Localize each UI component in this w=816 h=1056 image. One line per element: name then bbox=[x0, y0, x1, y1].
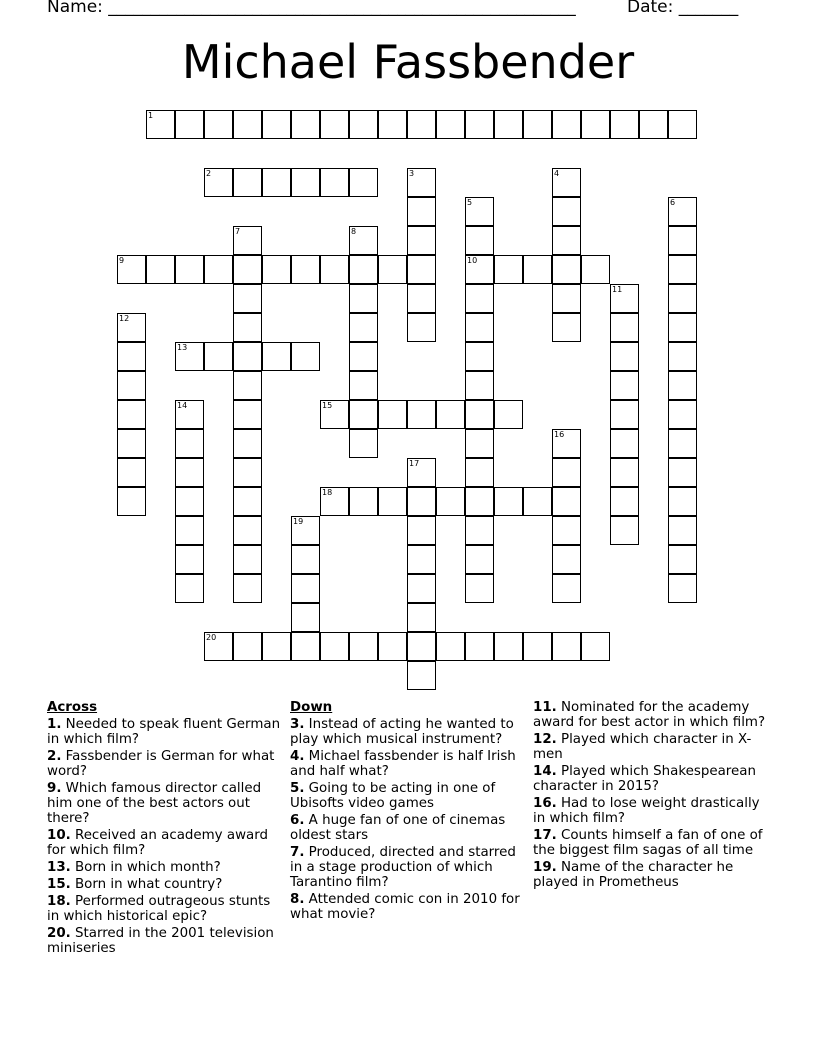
clue-number: 20 bbox=[206, 633, 217, 642]
grid-cell[interactable] bbox=[146, 255, 175, 284]
grid-cell[interactable] bbox=[262, 110, 291, 139]
grid-cell[interactable] bbox=[117, 429, 146, 458]
grid-cell[interactable] bbox=[610, 458, 639, 487]
grid-cell[interactable] bbox=[552, 545, 581, 574]
grid-cell[interactable] bbox=[668, 400, 697, 429]
grid-cell[interactable] bbox=[465, 371, 494, 400]
clue-number: 5 bbox=[467, 198, 473, 207]
grid-cell[interactable] bbox=[668, 226, 697, 255]
grid-cell[interactable] bbox=[668, 458, 697, 487]
clue-number: 8 bbox=[351, 227, 357, 236]
grid-cell[interactable] bbox=[320, 487, 349, 516]
grid-cell[interactable] bbox=[407, 110, 436, 139]
grid-cell[interactable] bbox=[465, 516, 494, 545]
grid-cell[interactable] bbox=[117, 487, 146, 516]
grid-cell[interactable] bbox=[407, 545, 436, 574]
grid-cell[interactable] bbox=[233, 255, 262, 284]
clue-item-number: 6. bbox=[290, 813, 305, 828]
grid-cell[interactable] bbox=[610, 284, 639, 313]
grid-cell[interactable] bbox=[233, 371, 262, 400]
grid-cell[interactable] bbox=[320, 632, 349, 661]
grid-cell[interactable] bbox=[320, 168, 349, 197]
grid-cell[interactable] bbox=[407, 516, 436, 545]
grid-cell[interactable] bbox=[117, 400, 146, 429]
grid-cell[interactable] bbox=[552, 429, 581, 458]
grid-cell[interactable] bbox=[465, 284, 494, 313]
grid-cell[interactable] bbox=[175, 545, 204, 574]
clue-item-number: 17. bbox=[533, 828, 557, 843]
grid-cell[interactable] bbox=[610, 400, 639, 429]
grid-cell[interactable] bbox=[407, 400, 436, 429]
clue-item-number: 1. bbox=[47, 717, 62, 732]
grid-cell[interactable] bbox=[407, 313, 436, 342]
across-clues bbox=[47, 700, 282, 958]
clue-item bbox=[47, 781, 282, 826]
grid-cell[interactable] bbox=[552, 516, 581, 545]
grid-cell[interactable] bbox=[320, 400, 349, 429]
grid-cell[interactable] bbox=[668, 371, 697, 400]
header bbox=[0, 0, 816, 20]
grid-cell[interactable] bbox=[494, 400, 523, 429]
clue-number: 6 bbox=[670, 198, 676, 207]
clue-item-number: 8. bbox=[290, 892, 305, 907]
grid-cell[interactable] bbox=[581, 255, 610, 284]
grid-cell[interactable] bbox=[465, 545, 494, 574]
down-heading: Down bbox=[290, 700, 333, 715]
grid-cell[interactable] bbox=[494, 110, 523, 139]
clue-number: 19 bbox=[293, 517, 304, 526]
grid-cell[interactable] bbox=[523, 110, 552, 139]
grid-cell[interactable] bbox=[349, 342, 378, 371]
grid-cell[interactable] bbox=[407, 168, 436, 197]
grid-cell[interactable] bbox=[465, 313, 494, 342]
clue-number: 7 bbox=[235, 227, 241, 236]
grid-cell[interactable] bbox=[610, 371, 639, 400]
down-clue-list bbox=[290, 717, 528, 922]
clue-number: 17 bbox=[409, 459, 420, 468]
grid-cell[interactable] bbox=[349, 110, 378, 139]
grid-cell[interactable] bbox=[552, 574, 581, 603]
clue-item bbox=[290, 892, 528, 922]
clue-item bbox=[533, 764, 769, 794]
grid-cell[interactable] bbox=[668, 342, 697, 371]
grid-cell[interactable] bbox=[262, 342, 291, 371]
grid-cell[interactable] bbox=[349, 400, 378, 429]
clue-item bbox=[533, 732, 769, 762]
clue-item-text: Going to be acting in one of Ubisofts video games bbox=[290, 781, 496, 811]
grid-cell[interactable] bbox=[552, 632, 581, 661]
grid-cell[interactable] bbox=[262, 255, 291, 284]
clue-item bbox=[533, 828, 769, 858]
grid-cell[interactable] bbox=[465, 110, 494, 139]
grid-cell[interactable] bbox=[117, 313, 146, 342]
grid-cell[interactable] bbox=[407, 458, 436, 487]
grid-cell[interactable] bbox=[407, 603, 436, 632]
grid-cell[interactable] bbox=[262, 632, 291, 661]
clue-item bbox=[47, 717, 282, 747]
clue-number: 2 bbox=[206, 169, 212, 178]
grid-cell[interactable] bbox=[175, 342, 204, 371]
clue-item bbox=[47, 894, 282, 924]
grid-cell[interactable] bbox=[233, 313, 262, 342]
grid-cell[interactable] bbox=[494, 632, 523, 661]
grid-cell[interactable] bbox=[117, 255, 146, 284]
grid-cell[interactable] bbox=[407, 487, 436, 516]
clue-number: 9 bbox=[119, 256, 125, 265]
grid-cell[interactable] bbox=[117, 342, 146, 371]
grid-cell[interactable] bbox=[668, 545, 697, 574]
clue-item-text: Produced, directed and starred in a stage production of which Tarantino film? bbox=[290, 845, 516, 890]
grid-cell[interactable] bbox=[494, 487, 523, 516]
grid-cell[interactable] bbox=[465, 342, 494, 371]
grid-cell[interactable] bbox=[349, 255, 378, 284]
clue-item-text: Counts himself a fan of one of the biggest film sagas of all time bbox=[533, 828, 763, 858]
clue-item bbox=[290, 781, 528, 811]
grid-cell[interactable] bbox=[610, 313, 639, 342]
clue-item-text: Born in what country? bbox=[70, 877, 223, 892]
grid-cell[interactable] bbox=[436, 110, 465, 139]
grid-cell[interactable] bbox=[436, 632, 465, 661]
date-field-label[interactable]: Date: _______ bbox=[627, 0, 739, 17]
grid-cell[interactable] bbox=[291, 168, 320, 197]
grid-cell[interactable] bbox=[552, 487, 581, 516]
clue-item-number: 5. bbox=[290, 781, 305, 796]
across-clue-list bbox=[47, 717, 282, 956]
grid-cell[interactable] bbox=[175, 516, 204, 545]
clue-item-text: Performed outrageous stunts in which historical epic? bbox=[47, 894, 271, 924]
grid-cell[interactable] bbox=[668, 255, 697, 284]
grid-cell[interactable] bbox=[407, 255, 436, 284]
clue-item-number: 12. bbox=[533, 732, 557, 747]
grid-cell[interactable] bbox=[291, 516, 320, 545]
clue-item-number: 2. bbox=[47, 749, 62, 764]
grid-cell[interactable] bbox=[465, 574, 494, 603]
grid-cell[interactable] bbox=[668, 284, 697, 313]
down-clues-continued bbox=[533, 700, 769, 892]
grid-cell[interactable] bbox=[465, 429, 494, 458]
grid-cell[interactable] bbox=[436, 487, 465, 516]
clue-item-text: Fassbender is German for what word? bbox=[47, 749, 275, 779]
clue-item-number: 20. bbox=[47, 926, 71, 941]
grid-cell[interactable] bbox=[668, 197, 697, 226]
clue-number: 1 bbox=[148, 111, 154, 120]
grid-cell[interactable] bbox=[465, 487, 494, 516]
grid-cell[interactable] bbox=[407, 226, 436, 255]
clue-number: 13 bbox=[177, 343, 188, 352]
grid-cell[interactable] bbox=[378, 632, 407, 661]
grid-cell[interactable] bbox=[233, 168, 262, 197]
clue-item bbox=[47, 877, 282, 892]
grid-cell[interactable] bbox=[552, 226, 581, 255]
grid-cell[interactable] bbox=[523, 255, 552, 284]
grid-cell[interactable] bbox=[610, 110, 639, 139]
grid-cell[interactable] bbox=[465, 197, 494, 226]
grid-cell[interactable] bbox=[552, 313, 581, 342]
grid-cell[interactable] bbox=[668, 574, 697, 603]
grid-cell[interactable] bbox=[378, 255, 407, 284]
grid-cell[interactable] bbox=[175, 574, 204, 603]
grid-cell[interactable] bbox=[552, 255, 581, 284]
grid-cell[interactable] bbox=[581, 632, 610, 661]
grid-cell[interactable] bbox=[233, 545, 262, 574]
grid-cell[interactable] bbox=[436, 400, 465, 429]
clue-item-number: 4. bbox=[290, 749, 305, 764]
grid-cell[interactable] bbox=[233, 429, 262, 458]
grid-cell[interactable] bbox=[610, 516, 639, 545]
grid-cell[interactable] bbox=[349, 487, 378, 516]
grid-cell[interactable] bbox=[349, 284, 378, 313]
clue-item bbox=[47, 749, 282, 779]
clue-item-text: Name of the character he played in Prometheus bbox=[533, 860, 734, 890]
grid-cell[interactable] bbox=[233, 342, 262, 371]
grid-cell[interactable] bbox=[581, 110, 610, 139]
grid-cell[interactable] bbox=[494, 255, 523, 284]
grid-cell[interactable] bbox=[552, 168, 581, 197]
clue-item-text: Starred in the 2001 television miniseries bbox=[47, 926, 274, 956]
grid-cell[interactable] bbox=[610, 429, 639, 458]
clue-item bbox=[47, 926, 282, 956]
grid-cell[interactable] bbox=[262, 168, 291, 197]
clue-item-text: Michael fassbender is half Irish and half what? bbox=[290, 749, 516, 779]
clue-number: 10 bbox=[467, 256, 478, 265]
clue-item bbox=[533, 796, 769, 826]
clue-item-text: A huge fan of one of cinemas oldest stars bbox=[290, 813, 506, 843]
grid-cell[interactable] bbox=[407, 632, 436, 661]
clue-item-text: Born in which month? bbox=[70, 860, 221, 875]
grid-cell[interactable] bbox=[291, 545, 320, 574]
clue-item-text: Needed to speak fluent German in which film? bbox=[47, 717, 281, 747]
grid-cell[interactable] bbox=[175, 255, 204, 284]
grid-cell[interactable] bbox=[407, 661, 436, 690]
grid-cell[interactable] bbox=[523, 632, 552, 661]
clue-item-text: Played which Shakespearean character in 2015? bbox=[533, 764, 756, 794]
clue-item bbox=[290, 749, 528, 779]
grid-cell[interactable] bbox=[117, 458, 146, 487]
grid-cell[interactable] bbox=[233, 110, 262, 139]
page-title: Michael Fassbender bbox=[181, 35, 635, 89]
grid-cell[interactable] bbox=[668, 313, 697, 342]
grid-cell[interactable] bbox=[349, 313, 378, 342]
grid-cell[interactable] bbox=[668, 110, 697, 139]
grid-cell[interactable] bbox=[175, 429, 204, 458]
grid-cell[interactable] bbox=[349, 632, 378, 661]
grid-cell[interactable] bbox=[233, 632, 262, 661]
clue-item-text: Attended comic con in 2010 for what movie? bbox=[290, 892, 520, 922]
grid-cell[interactable] bbox=[668, 516, 697, 545]
grid-cell[interactable] bbox=[233, 284, 262, 313]
clue-item-number: 19. bbox=[533, 860, 557, 875]
grid-cell[interactable] bbox=[610, 342, 639, 371]
grid-cell[interactable] bbox=[146, 110, 175, 139]
grid-cell[interactable] bbox=[291, 110, 320, 139]
grid-cell[interactable] bbox=[320, 110, 349, 139]
clue-number: 15 bbox=[322, 401, 333, 410]
clue-item-number: 15. bbox=[47, 877, 71, 892]
grid-cell[interactable] bbox=[233, 458, 262, 487]
clue-number: 16 bbox=[554, 430, 565, 439]
grid-cell[interactable] bbox=[465, 226, 494, 255]
clue-number: 3 bbox=[409, 169, 415, 178]
clue-item-number: 18. bbox=[47, 894, 71, 909]
grid-cell[interactable] bbox=[175, 487, 204, 516]
grid-cell[interactable] bbox=[233, 487, 262, 516]
grid-cell[interactable] bbox=[378, 487, 407, 516]
clue-item-text: Played which character in X-men bbox=[533, 732, 752, 762]
grid-cell[interactable] bbox=[407, 574, 436, 603]
clue-number: 12 bbox=[119, 314, 130, 323]
grid-cell[interactable] bbox=[349, 371, 378, 400]
grid-cell[interactable] bbox=[349, 429, 378, 458]
grid-cell[interactable] bbox=[233, 226, 262, 255]
grid-cell[interactable] bbox=[291, 632, 320, 661]
clue-item-text: Received an academy award for which film? bbox=[47, 828, 268, 858]
grid-cell[interactable] bbox=[117, 371, 146, 400]
clue-item-number: 7. bbox=[290, 845, 305, 860]
grid-cell[interactable] bbox=[552, 110, 581, 139]
grid-cell[interactable] bbox=[291, 342, 320, 371]
clue-number: 14 bbox=[177, 401, 188, 410]
down-clues bbox=[290, 700, 528, 924]
clue-number: 4 bbox=[554, 169, 560, 178]
grid-cell[interactable] bbox=[378, 110, 407, 139]
clue-item-number: 13. bbox=[47, 860, 71, 875]
grid-cell[interactable] bbox=[552, 284, 581, 313]
clue-item bbox=[290, 717, 528, 747]
grid-cell[interactable] bbox=[407, 284, 436, 313]
name-field-label[interactable]: Name: _______________________________________________________ bbox=[47, 0, 576, 17]
clue-item bbox=[290, 845, 528, 890]
clue-item-number: 10. bbox=[47, 828, 71, 843]
grid-cell[interactable] bbox=[291, 255, 320, 284]
clue-item-text: Nominated for the academy award for best actor in which film? bbox=[533, 700, 766, 730]
grid-cell[interactable] bbox=[465, 400, 494, 429]
grid-cell[interactable] bbox=[639, 110, 668, 139]
clue-item-number: 16. bbox=[533, 796, 557, 811]
grid-cell[interactable] bbox=[204, 632, 233, 661]
grid-cell[interactable] bbox=[175, 110, 204, 139]
clue-number: 11 bbox=[612, 285, 623, 294]
grid-cell[interactable] bbox=[291, 603, 320, 632]
grid-cell[interactable] bbox=[320, 255, 349, 284]
clue-item-text: Instead of acting he wanted to play which musical instrument? bbox=[290, 717, 514, 747]
clue-number: 18 bbox=[322, 488, 333, 497]
clue-item-number: 11. bbox=[533, 700, 557, 715]
clue-item bbox=[47, 828, 282, 858]
grid-cell[interactable] bbox=[204, 255, 233, 284]
grid-cell[interactable] bbox=[233, 400, 262, 429]
clue-item-number: 9. bbox=[47, 781, 62, 796]
grid-cell[interactable] bbox=[233, 574, 262, 603]
clue-item-text: Had to lose weight drastically in which film? bbox=[533, 796, 760, 826]
clue-item bbox=[533, 860, 769, 890]
grid-cell[interactable] bbox=[204, 168, 233, 197]
clue-item-text: Which famous director called him one of the best actors out there? bbox=[47, 781, 262, 826]
grid-cell[interactable] bbox=[175, 400, 204, 429]
across-heading: Across bbox=[47, 700, 98, 715]
clue-item-number: 3. bbox=[290, 717, 305, 732]
grid-cell[interactable] bbox=[465, 255, 494, 284]
clue-item bbox=[47, 860, 282, 875]
grid-cell[interactable] bbox=[465, 458, 494, 487]
clue-item bbox=[290, 813, 528, 843]
grid-cell[interactable] bbox=[204, 110, 233, 139]
grid-cell[interactable] bbox=[552, 197, 581, 226]
grid-cell[interactable] bbox=[349, 226, 378, 255]
grid-cell[interactable] bbox=[523, 487, 552, 516]
clue-item-number: 14. bbox=[533, 764, 557, 779]
grid-cell[interactable] bbox=[233, 516, 262, 545]
grid-cell[interactable] bbox=[291, 574, 320, 603]
grid-cell[interactable] bbox=[349, 168, 378, 197]
grid-cell[interactable] bbox=[378, 400, 407, 429]
grid-cell[interactable] bbox=[610, 487, 639, 516]
down-clue-list-continued bbox=[533, 700, 769, 890]
grid-cell[interactable] bbox=[465, 632, 494, 661]
grid-cell[interactable] bbox=[668, 429, 697, 458]
grid-cell[interactable] bbox=[552, 458, 581, 487]
grid-cell[interactable] bbox=[668, 487, 697, 516]
clue-item bbox=[533, 700, 769, 730]
grid-cell[interactable] bbox=[407, 197, 436, 226]
grid-cell[interactable] bbox=[175, 458, 204, 487]
grid-cell[interactable] bbox=[204, 342, 233, 371]
